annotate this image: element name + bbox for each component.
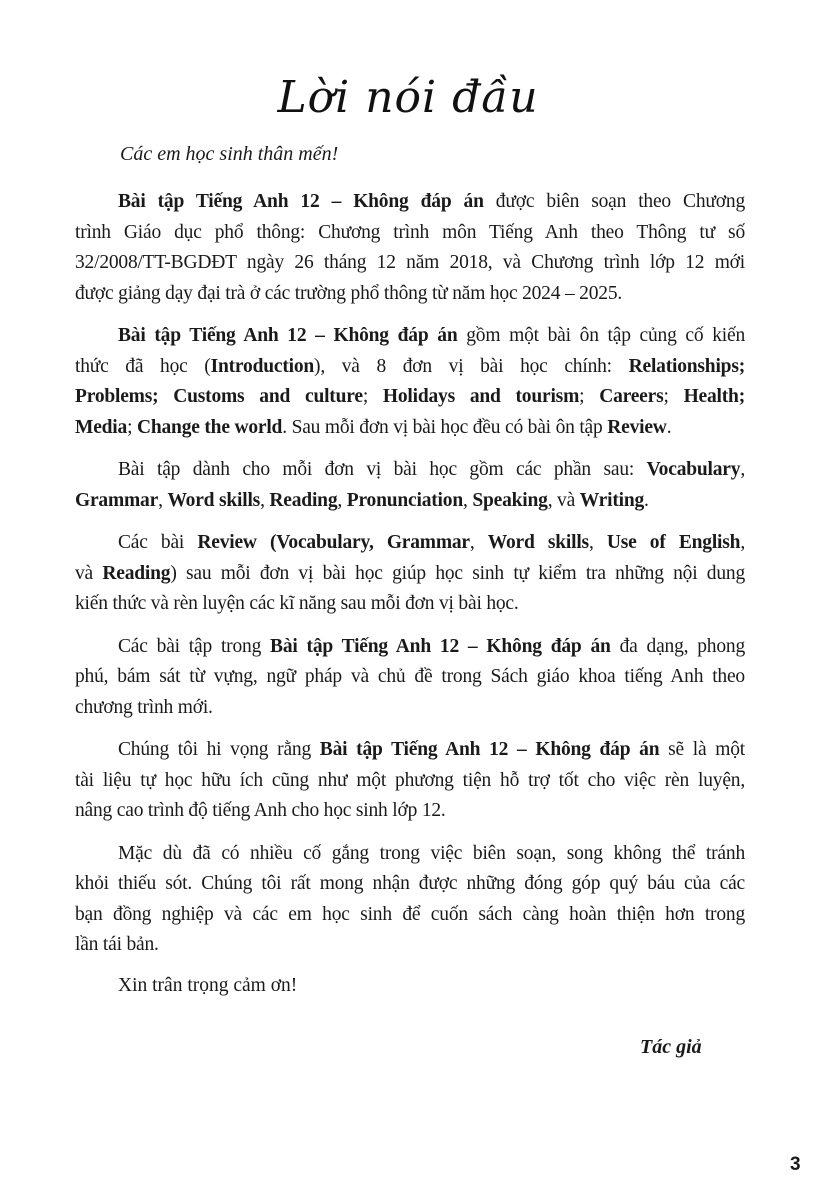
bold-text-segment: Writing [579, 489, 645, 511]
closing-line: Xin trân trọng cảm ơn! [118, 975, 298, 996]
text-segment: Các bài [118, 532, 198, 553]
text-segment: bạn đồng nghiệp và các em học sinh để cuốn sách càng hoàn thiện hơn trong [75, 903, 745, 925]
text-segment: , và [547, 489, 580, 511]
text-segment: , [337, 489, 347, 511]
text-segment: Mặc dù đã có nhiều cố gắng trong việc biên soạn, song không thể tránh [118, 842, 745, 864]
text-segment: gồm một bài ôn tập củng cố kiến [457, 325, 745, 346]
greeting: Các em học sinh thân mến! [120, 143, 339, 165]
text-line [75, 632, 745, 663]
text-segment: đa dạng, phong [610, 635, 745, 657]
page-title: Lời nói đầu [277, 72, 539, 123]
text-line [75, 559, 745, 590]
text-segment: và [75, 562, 103, 584]
paragraph [75, 321, 745, 443]
bold-text-segment: Careers [599, 386, 664, 407]
text-segment: ; [127, 416, 137, 438]
paragraph [75, 735, 745, 827]
text-segment: . Sau mỗi đơn vị bài học đều có bài ôn tập [282, 416, 608, 438]
bold-text-segment: Bài tập Tiếng Anh 12 – Không đáp án [118, 325, 458, 346]
text-segment: ), và 8 đơn vị bài học chính: [314, 355, 629, 377]
text-segment: nâng cao trình độ tiếng Anh cho học sinh lớp 12. [75, 800, 446, 821]
bold-text-segment: Pronunciation [346, 489, 463, 511]
bold-text-segment: Review [607, 416, 667, 438]
text-segment: , [740, 459, 745, 480]
text-line [75, 279, 745, 310]
paragraph [75, 632, 745, 724]
bold-text-segment: Vocabulary [646, 459, 741, 480]
text-segment: được giảng dạy đại trà ở các trường phổ thông từ năm học 2024 – 2025. [75, 282, 623, 304]
text-segment: , [260, 489, 270, 511]
text-line [75, 218, 745, 249]
text-line [75, 662, 745, 693]
text-line [75, 382, 745, 413]
bold-text-segment: Bài tập Tiếng Anh 12 – Không đáp án [270, 635, 611, 657]
text-segment: tài liệu tự học hữu ích cũng như một phương tiện hỗ trợ tốt cho việc rèn luyện, [75, 769, 745, 791]
bold-text-segment: Bài tập Tiếng Anh 12 – Không đáp án [118, 191, 484, 212]
text-line [75, 486, 745, 517]
bold-text-segment: Health; [683, 386, 745, 407]
text-line [75, 693, 745, 724]
text-segment: phú, bám sát từ vựng, ngữ pháp và chủ đề trong Sách giáo khoa tiếng Anh theo [75, 666, 745, 687]
bold-text-segment: Speaking [472, 489, 548, 511]
author-signature: Tác giả [640, 1036, 702, 1058]
text-segment: ; [579, 386, 600, 407]
text-segment: , [462, 489, 473, 511]
text-segment: , [469, 532, 488, 553]
page-number: 3 [790, 1154, 801, 1175]
bold-text-segment: Reading [102, 562, 171, 584]
text-segment: ; [362, 386, 383, 407]
text-line [75, 839, 745, 870]
text-segment: , [740, 532, 745, 553]
text-line [75, 187, 745, 218]
bold-text-segment: Grammar [75, 489, 159, 511]
text-segment: Bài tập dành cho mỗi đơn vị bài học gồm các phần sau: [118, 459, 647, 480]
text-segment: lần tái bản. [75, 934, 159, 955]
text-line [75, 413, 745, 444]
text-segment: khỏi thiếu sót. Chúng tôi rất mong nhận được những đóng góp quý báu của các [75, 873, 745, 894]
text-line [75, 930, 745, 961]
text-segment: chương trình mới. [75, 696, 213, 718]
text-segment: sẽ là một [659, 739, 746, 760]
text-segment: thức đã học ( [75, 355, 211, 377]
bold-text-segment: Use of English [606, 532, 741, 553]
text-line [75, 528, 745, 559]
text-segment: , [158, 489, 168, 511]
text-segment: kiến thức và rèn luyện các kĩ năng sau mỗi đơn vị bài học. [75, 593, 519, 614]
text-segment: . [666, 416, 672, 438]
bold-text-segment: Bài tập Tiếng Anh 12 – Không đáp án [319, 739, 660, 760]
bold-text-segment: Introduction [210, 355, 315, 377]
text-line [75, 735, 745, 766]
text-segment: ; [663, 386, 684, 407]
text-segment: trình Giáo dục phổ thông: Chương trình môn Tiếng Anh theo Thông tư số [75, 221, 745, 243]
bold-text-segment: Word skills [487, 532, 589, 553]
bold-text-segment: Word skills [167, 489, 261, 511]
bold-text-segment: Change the world [136, 416, 283, 438]
text-segment: , [588, 532, 607, 553]
text-line [75, 796, 745, 827]
text-segment: được biên soạn theo Chương [483, 191, 745, 212]
paragraph [75, 839, 745, 961]
bold-text-segment: Holidays and tourism [382, 386, 580, 407]
text-line [75, 900, 745, 931]
text-line [75, 589, 745, 620]
text-segment: Chúng tôi hi vọng rằng [118, 739, 320, 760]
paragraph [75, 455, 745, 516]
text-line [75, 455, 745, 486]
bold-text-segment: Problems; Customs and culture [75, 386, 363, 407]
bold-text-segment: Review (Vocabulary, Grammar [197, 532, 470, 553]
text-line [75, 352, 745, 383]
paragraph [75, 528, 745, 620]
text-line [75, 766, 745, 797]
bold-text-segment: Media [75, 416, 128, 438]
text-segment: Các bài tập trong [118, 635, 271, 657]
paragraph [75, 187, 745, 309]
text-segment: 32/2008/TT-BGDĐT ngày 26 tháng 12 năm 2018, và Chương trình lớp 12 mới [75, 252, 745, 273]
text-line [75, 869, 745, 900]
bold-text-segment: Reading [269, 489, 338, 511]
bold-text-segment: Relationships; [628, 355, 745, 377]
text-segment: ) sau mỗi đơn vị bài học giúp học sinh tự kiểm tra những nội dung [170, 562, 745, 584]
body-text [75, 187, 745, 973]
text-line [75, 248, 745, 279]
text-segment: . [644, 489, 649, 511]
text-line [75, 321, 745, 352]
